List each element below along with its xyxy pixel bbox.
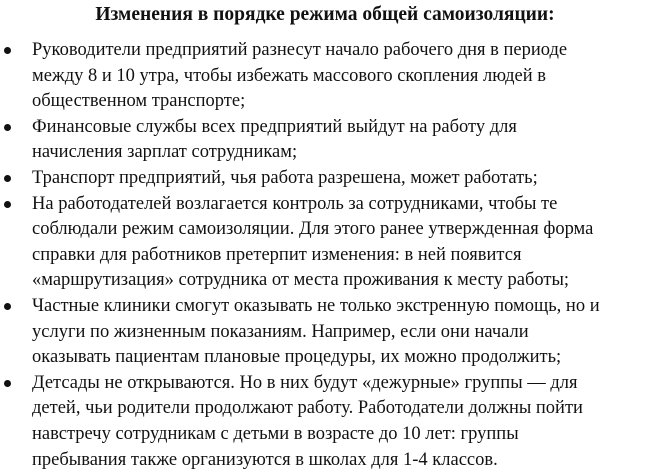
list-item bbox=[0, 115, 650, 166]
document-title: Изменения в порядке режима общей самоизоляции: bbox=[95, 4, 555, 25]
bullet-icon bbox=[4, 303, 11, 310]
list-item-text: Руководители предприятий разнесут начало рабочего дня в периоде между 8 и 10 утра, чтобы избежать массового скопления людей в общественном транспорте; bbox=[32, 40, 568, 112]
list-item bbox=[0, 371, 650, 473]
bullet-list bbox=[0, 38, 650, 473]
list-item-text: На работодателей возлагается контроль за сотрудниками, чтобы те соблюдали режим самоизоляции. Для этого ранее утвержденная форма справки для работников претерпит изменения: в ней появится «маршрутизация» сотрудника от места проживания к месту работы; bbox=[32, 193, 594, 291]
bullet-icon bbox=[4, 124, 11, 131]
list-item bbox=[0, 38, 650, 115]
list-item bbox=[0, 294, 650, 371]
bullet-icon bbox=[4, 175, 11, 182]
list-item bbox=[0, 166, 650, 192]
list-item-text: Детсады не открываются. Но в них будут «дежурные» группы — для детей, чьи родители продолжают работу. Работодатели должны пойти навстречу сотрудникам с детьми в возрасте до 10 лет: группы пребывания также организуются в школах для 1-4 классов. bbox=[32, 372, 583, 470]
bullet-icon bbox=[4, 47, 11, 54]
list-item-text: Частные клиники смогут оказывать не только экстренную помощь, но и услуги по жизненным показаниям. Например, если они начали оказывать пациентам плановые процедуры, их можно продолжить; bbox=[32, 295, 600, 368]
list-item-text: Транспорт предприятий, чья работа разрешена, может работать; bbox=[32, 167, 538, 188]
bullet-icon bbox=[4, 201, 11, 208]
list-item bbox=[0, 192, 650, 294]
list-item-text: Финансовые службы всех предприятий выйдут на работу для начисления зарплат сотрудникам; bbox=[32, 116, 517, 163]
bullet-icon bbox=[4, 380, 11, 387]
